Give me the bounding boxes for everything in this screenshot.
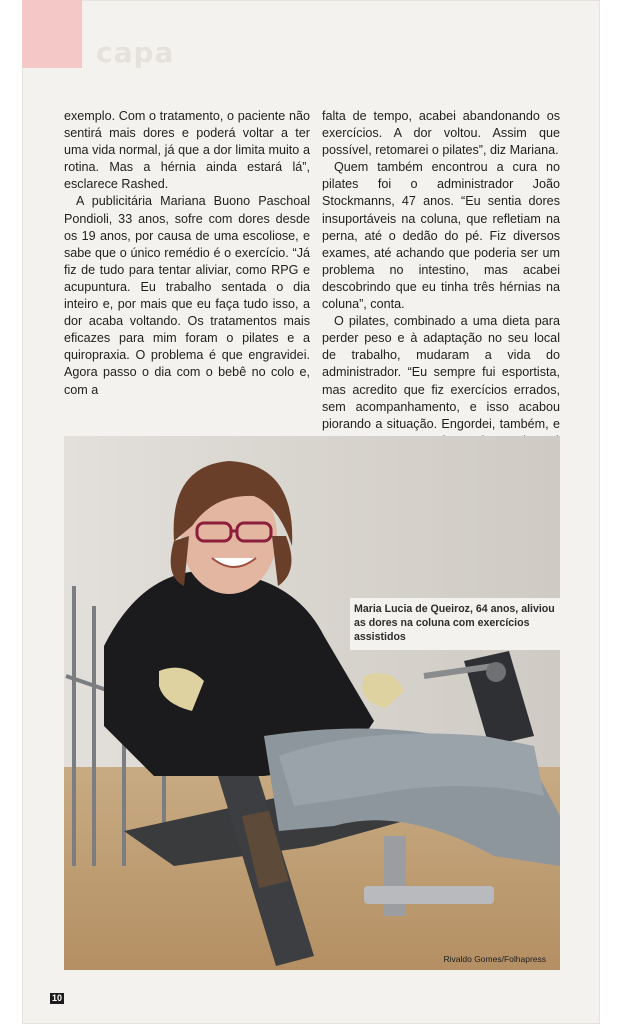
photo-credit: Rivaldo Gomes/Folhapress bbox=[443, 954, 546, 964]
photo-illustration bbox=[64, 436, 560, 970]
photo-caption: Maria Lucia de Queiroz, 64 anos, aliviou as dores na coluna com exercícios assistidos bbox=[350, 598, 564, 650]
paragraph: A publicitária Mariana Buono Paschoal Pondioli, 33 anos, sofre com dores desde os 19 anos, por causa de uma escoliose, e sabe que o único remédio é o exercício. “Já fiz de tudo para tentar aliviar, como RPG e acupuntura. Eu trabalho sentada o dia inteiro e, por mais que eu faça tudo isso, a dor acaba voltando. Os tratamentos mais eficazes para mim foram o pilates e a quiropraxia. O problema é que engravidei. Agora passo o dia com o bebê no colo e, com a bbox=[64, 194, 310, 397]
section-label: capa bbox=[96, 36, 175, 69]
paragraph: Quem também encontrou a cura no pilates foi o administrador João Stockmanns, 47 anos. “Eu sentia dores insuportáveis na coluna, que refletiam na perna, até o dedão do pé. Fiz diversos exames, até achando que poderia ser um problema no intestino, mas acabei descobrindo que eu tinha três hérnias na coluna”, conta. bbox=[322, 160, 560, 312]
page-number: 10 bbox=[52, 993, 63, 1003]
section-color-tab bbox=[22, 0, 82, 68]
paragraph: O pilates, combinado a uma dieta para perder peso e à adaptação no seu local de trabalho, mudaram a vida do administrador. “Eu sempre fui esportista, mas acredito que fiz exercícios errados, sem acompanhamento, e isso acabou piorando a situação. Engordei, também, e bbox=[322, 314, 560, 431]
paragraph: exemplo. Com o tratamento, o paciente não sentirá mais dores e poderá voltar a ter uma vida normal, já que a dor limita muito a rotina. Mas a hérnia ainda estará lá”, esclarece Rashed. bbox=[64, 109, 310, 192]
article-photo bbox=[64, 436, 560, 970]
paragraph: falta de tempo, acabei abandonando os exercícios. A dor voltou. Assim que possível, retomarei o pilates”, diz Mariana. bbox=[322, 109, 560, 158]
left-text-column bbox=[64, 108, 310, 399]
